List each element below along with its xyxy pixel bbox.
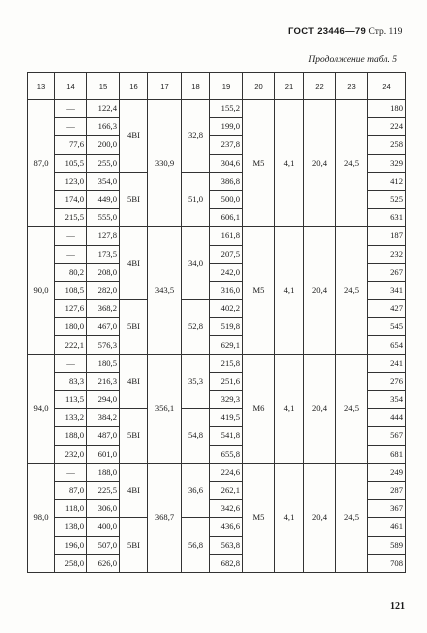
cell-col14: 127,6 (55, 300, 87, 318)
cell-col19: 329,3 (210, 391, 243, 409)
cell-col18: 51,0 (182, 172, 210, 227)
cell-col24: 287 (368, 481, 406, 499)
cell-col24: 708 (368, 554, 406, 572)
cell-col15: 255,0 (87, 154, 120, 172)
cell-col14: — (55, 227, 87, 245)
header-row (28, 73, 406, 100)
column-header: 15 (87, 73, 120, 100)
cell-col24: 545 (368, 318, 406, 336)
cell-col21: 4,1 (275, 354, 304, 463)
cell-col14: 258,0 (55, 554, 87, 572)
cell-col18: 34,0 (182, 227, 210, 300)
cell-col15: 449,0 (87, 190, 120, 208)
cell-col15: 354,0 (87, 172, 120, 190)
cell-col13: 98,0 (28, 463, 55, 572)
cell-col14: 87,0 (55, 481, 87, 499)
cell-col19: 606,1 (210, 209, 243, 227)
column-header: 21 (275, 73, 304, 100)
cell-col15: 368,2 (87, 300, 120, 318)
cell-col23: 24,5 (336, 463, 368, 572)
cell-col19: 342,6 (210, 500, 243, 518)
cell-col17: 356,1 (148, 354, 182, 463)
data-table (27, 72, 406, 573)
cell-col19: 316,0 (210, 281, 243, 299)
cell-col19: 155,2 (210, 100, 243, 118)
cell-col14: 113,5 (55, 391, 87, 409)
cell-col24: 267 (368, 263, 406, 281)
cell-col13: 94,0 (28, 354, 55, 463)
table-header (28, 73, 406, 100)
cell-col19: 215,8 (210, 354, 243, 372)
cell-col14: 108,5 (55, 281, 87, 299)
cell-col19: 402,2 (210, 300, 243, 318)
table-row (28, 463, 406, 481)
cell-col24: 631 (368, 209, 406, 227)
cell-col16: 4BI (120, 227, 148, 300)
cell-col15: 166,3 (87, 118, 120, 136)
cell-col14: 77,6 (55, 136, 87, 154)
cell-col14: 133,2 (55, 409, 87, 427)
cell-col19: 563,8 (210, 536, 243, 554)
cell-col19: 224,6 (210, 463, 243, 481)
cell-col15: 384,2 (87, 409, 120, 427)
cell-col19: 161,8 (210, 227, 243, 245)
cell-col17: 343,5 (148, 227, 182, 354)
cell-col15: 576,3 (87, 336, 120, 354)
cell-col24: 589 (368, 536, 406, 554)
cell-col24: 444 (368, 409, 406, 427)
cell-col18: 52,8 (182, 300, 210, 355)
cell-col21: 4,1 (275, 100, 304, 227)
page-label: Стр. 119 (368, 27, 403, 37)
cell-col24: 241 (368, 354, 406, 372)
cell-col22: 20,4 (304, 354, 336, 463)
cell-col19: 500,0 (210, 190, 243, 208)
cell-col18: 36,6 (182, 463, 210, 518)
standard-code: ГОСТ 23446—79 (288, 26, 367, 37)
cell-col18: 35,3 (182, 354, 210, 409)
table-continuation-note: Продолжение табл. 5 (308, 55, 397, 65)
cell-col15: 188,0 (87, 463, 120, 481)
cell-col19: 519,8 (210, 318, 243, 336)
cell-col24: 224 (368, 118, 406, 136)
cell-col14: 80,2 (55, 263, 87, 281)
cell-col24: 258 (368, 136, 406, 154)
cell-col18: 54,8 (182, 409, 210, 464)
cell-col20: M5 (243, 227, 275, 354)
cell-col15: 127,8 (87, 227, 120, 245)
column-header: 18 (182, 73, 210, 100)
cell-col24: 341 (368, 281, 406, 299)
cell-col19: 436,6 (210, 518, 243, 536)
column-header: 20 (243, 73, 275, 100)
cell-col21: 4,1 (275, 463, 304, 572)
cell-col18: 56,8 (182, 518, 210, 573)
cell-col17: 330,9 (148, 100, 182, 227)
cell-col15: 225,5 (87, 481, 120, 499)
cell-col16: 5BI (120, 518, 148, 573)
cell-col24: 180 (368, 100, 406, 118)
cell-col24: 232 (368, 245, 406, 263)
cell-col14: — (55, 354, 87, 372)
cell-col19: 541,8 (210, 427, 243, 445)
cell-col16: 4BI (120, 354, 148, 409)
cell-col16: 4BI (120, 100, 148, 173)
cell-col14: 180,0 (55, 318, 87, 336)
cell-col20: M5 (243, 100, 275, 227)
cell-col23: 24,5 (336, 354, 368, 463)
cell-col24: 249 (368, 463, 406, 481)
cell-col14: 174,0 (55, 190, 87, 208)
cell-col16: 5BI (120, 300, 148, 355)
cell-col15: 626,0 (87, 554, 120, 572)
cell-col23: 24,5 (336, 100, 368, 227)
cell-col14: — (55, 100, 87, 118)
cell-col19: 207,5 (210, 245, 243, 263)
cell-col15: 467,0 (87, 318, 120, 336)
column-header: 13 (28, 73, 55, 100)
cell-col19: 682,8 (210, 554, 243, 572)
page-number: 121 (390, 601, 405, 612)
cell-col14: 232,0 (55, 445, 87, 463)
cell-col16: 5BI (120, 409, 148, 464)
cell-col14: 138,0 (55, 518, 87, 536)
cell-col13: 87,0 (28, 100, 55, 227)
cell-col24: 329 (368, 154, 406, 172)
cell-col19: 419,5 (210, 409, 243, 427)
cell-col17: 368,7 (148, 463, 182, 572)
cell-col19: 655,8 (210, 445, 243, 463)
column-header: 23 (336, 73, 368, 100)
cell-col20: M6 (243, 354, 275, 463)
cell-col15: 208,0 (87, 263, 120, 281)
cell-col15: 555,0 (87, 209, 120, 227)
cell-col14: 105,5 (55, 154, 87, 172)
cell-col15: 601,0 (87, 445, 120, 463)
column-header: 16 (120, 73, 148, 100)
cell-col23: 24,5 (336, 227, 368, 354)
cell-col14: 196,0 (55, 536, 87, 554)
cell-col22: 20,4 (304, 227, 336, 354)
cell-col14: 123,0 (55, 172, 87, 190)
page-header (288, 26, 402, 37)
cell-col14: — (55, 463, 87, 481)
cell-col15: 507,0 (87, 536, 120, 554)
table-row (28, 354, 406, 372)
cell-col19: 237,8 (210, 136, 243, 154)
cell-col24: 427 (368, 300, 406, 318)
column-header: 19 (210, 73, 243, 100)
cell-col15: 400,0 (87, 518, 120, 536)
column-header: 17 (148, 73, 182, 100)
cell-col24: 412 (368, 172, 406, 190)
cell-col13: 90,0 (28, 227, 55, 354)
cell-col20: M5 (243, 463, 275, 572)
cell-col14: 118,0 (55, 500, 87, 518)
cell-col24: 567 (368, 427, 406, 445)
table-body (28, 100, 406, 573)
cell-col15: 294,0 (87, 391, 120, 409)
cell-col24: 187 (368, 227, 406, 245)
cell-col19: 242,0 (210, 263, 243, 281)
cell-col15: 200,0 (87, 136, 120, 154)
cell-col19: 251,6 (210, 372, 243, 390)
column-header: 14 (55, 73, 87, 100)
cell-col15: 122,4 (87, 100, 120, 118)
cell-col19: 262,1 (210, 481, 243, 499)
cell-col14: — (55, 118, 87, 136)
cell-col24: 681 (368, 445, 406, 463)
table-row (28, 227, 406, 245)
cell-col19: 386,8 (210, 172, 243, 190)
cell-col22: 20,4 (304, 463, 336, 572)
cell-col15: 282,0 (87, 281, 120, 299)
cell-col14: 188,0 (55, 427, 87, 445)
cell-col19: 629,1 (210, 336, 243, 354)
cell-col14: 83,3 (55, 372, 87, 390)
cell-col15: 180,5 (87, 354, 120, 372)
cell-col15: 173,5 (87, 245, 120, 263)
cell-col16: 5BI (120, 172, 148, 227)
column-header: 22 (304, 73, 336, 100)
cell-col24: 367 (368, 500, 406, 518)
cell-col15: 216,3 (87, 372, 120, 390)
cell-col24: 654 (368, 336, 406, 354)
cell-col19: 199,0 (210, 118, 243, 136)
cell-col18: 32,8 (182, 100, 210, 173)
table-row (28, 100, 406, 118)
cell-col24: 354 (368, 391, 406, 409)
column-header: 24 (368, 73, 406, 100)
cell-col21: 4,1 (275, 227, 304, 354)
cell-col24: 276 (368, 372, 406, 390)
cell-col16: 4BI (120, 463, 148, 518)
cell-col24: 461 (368, 518, 406, 536)
cell-col14: 215,5 (55, 209, 87, 227)
cell-col15: 306,0 (87, 500, 120, 518)
cell-col24: 525 (368, 190, 406, 208)
cell-col19: 304,6 (210, 154, 243, 172)
cell-col15: 487,0 (87, 427, 120, 445)
cell-col14: — (55, 245, 87, 263)
cell-col22: 20,4 (304, 100, 336, 227)
cell-col14: 222,1 (55, 336, 87, 354)
